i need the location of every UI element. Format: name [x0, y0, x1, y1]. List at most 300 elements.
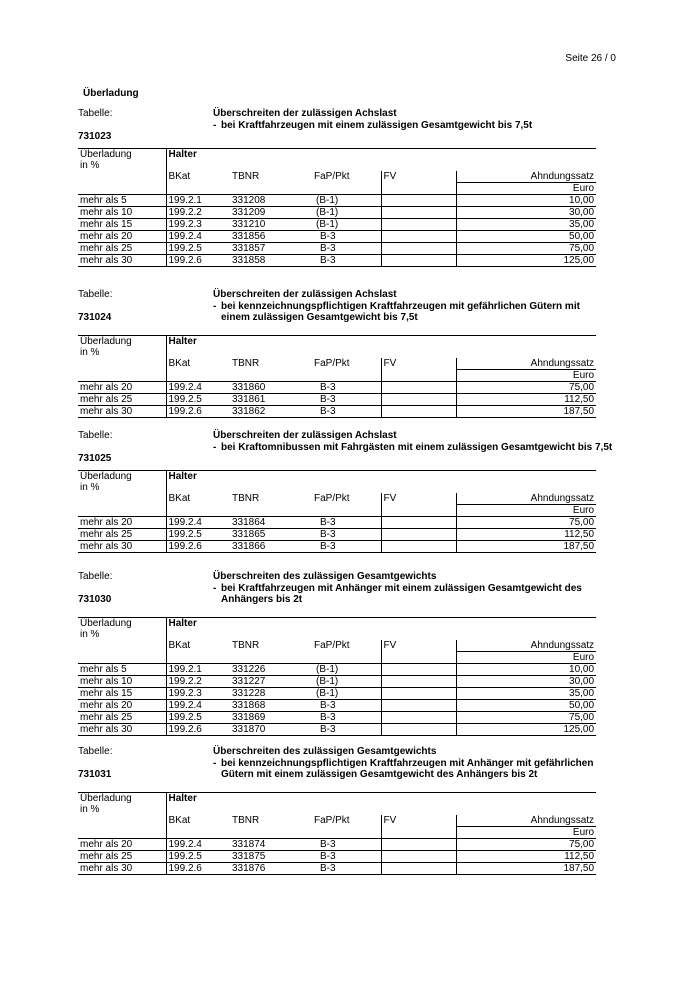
overload-range: mehr als 20	[78, 839, 166, 851]
tabelle-label: Tabelle:	[78, 289, 113, 300]
table-row	[78, 664, 596, 676]
fine-table	[78, 470, 596, 553]
empty-cell	[312, 505, 381, 517]
empty-cell	[78, 827, 166, 839]
tbnr-value: 331858	[230, 255, 312, 267]
bkat-header: BKat	[168, 815, 191, 826]
fv-value	[381, 839, 456, 851]
amount-value: 50,00	[456, 700, 596, 712]
tbnr-header: TBNR	[232, 358, 260, 369]
empty-cell	[166, 183, 230, 195]
table-column-row	[78, 493, 596, 505]
table-row	[78, 529, 596, 541]
fv-value	[381, 517, 456, 529]
empty-cell	[312, 652, 381, 664]
table-code: 731031	[78, 769, 112, 780]
fv-value	[381, 219, 456, 231]
amount-value: 112,50	[456, 851, 596, 863]
fv-value	[381, 406, 456, 418]
subtitle-text: Gütern mit einem zulässigen Gesamtgewicht des Anhängers bis 2t	[221, 769, 538, 780]
table-column-row	[78, 358, 596, 370]
halter-header: Halter	[166, 149, 596, 172]
table-code: 731023	[78, 131, 112, 142]
fap-value: (B-1)	[312, 207, 381, 219]
fap-value: B-3	[312, 529, 381, 541]
empty-cell	[312, 183, 381, 195]
ahndungssatz-header: Ahndungssatz	[456, 640, 596, 652]
section-meta	[78, 289, 596, 335]
currency-label: Euro	[456, 652, 596, 664]
table-row	[78, 839, 596, 851]
fap-value: (B-1)	[312, 219, 381, 231]
fine-table-section	[78, 289, 596, 418]
table-row	[78, 382, 596, 394]
currency-label: Euro	[456, 370, 596, 382]
table-header-row	[78, 793, 596, 816]
table-row	[78, 724, 596, 736]
overload-header	[78, 336, 166, 359]
dash-bullet: -	[213, 300, 217, 312]
table-subtitle-line	[213, 301, 580, 313]
table-description	[213, 289, 580, 324]
fap-value: B-3	[312, 394, 381, 406]
empty-cell	[230, 652, 312, 664]
fv-value	[381, 688, 456, 700]
overload-header	[78, 793, 166, 816]
table-unit-row	[78, 827, 596, 839]
subtitle-text: bei Kraftfahrzeugen mit Anhänger mit einem zulässigen Gesamtgewicht des	[221, 582, 582, 594]
table-title: Überschreiten der zulässigen Achslast	[213, 289, 397, 300]
empty-cell	[78, 183, 166, 195]
table-row	[78, 255, 596, 267]
fap-value: (B-1)	[312, 664, 381, 676]
empty-cell	[78, 493, 166, 505]
table-row	[78, 517, 596, 529]
bkat-header: BKat	[168, 358, 191, 369]
table-code: 731030	[78, 594, 112, 605]
bkat-value: 199.2.4	[166, 517, 230, 529]
tbnr-value: 331860	[230, 382, 312, 394]
tbnr-header: TBNR	[232, 171, 260, 182]
overload-header	[78, 618, 166, 641]
dash-bullet: -	[213, 757, 217, 769]
overload-header-line1: Überladung	[80, 618, 132, 629]
dash-bullet: -	[213, 119, 217, 131]
empty-cell	[230, 827, 312, 839]
tabelle-label: Tabelle:	[78, 108, 113, 119]
subtitle-text: Anhängers bis 2t	[221, 594, 303, 605]
table-row	[78, 541, 596, 553]
ahndungssatz-header: Ahndungssatz	[456, 358, 596, 370]
bkat-value: 199.2.4	[166, 700, 230, 712]
table-title: Überschreiten der zulässigen Achslast	[213, 430, 397, 441]
currency-label: Euro	[456, 505, 596, 517]
fine-table	[78, 792, 596, 875]
overload-range: mehr als 10	[78, 207, 166, 219]
amount-value: 112,50	[456, 394, 596, 406]
tbnr-value: 331866	[230, 541, 312, 553]
fv-value	[381, 851, 456, 863]
tabelle-label: Tabelle:	[78, 430, 113, 441]
table-subtitle-line	[213, 583, 582, 595]
bkat-value: 199.2.2	[166, 676, 230, 688]
fap-header: FaP/Pkt	[314, 640, 350, 651]
empty-cell	[230, 183, 312, 195]
amount-value: 35,00	[456, 219, 596, 231]
table-row	[78, 700, 596, 712]
overload-range: mehr als 10	[78, 676, 166, 688]
overload-range: mehr als 30	[78, 541, 166, 553]
section-meta	[78, 746, 596, 792]
bkat-value: 199.2.6	[166, 255, 230, 267]
fv-value	[381, 394, 456, 406]
amount-value: 50,00	[456, 231, 596, 243]
tbnr-value: 331864	[230, 517, 312, 529]
halter-header: Halter	[166, 336, 596, 359]
amount-value: 35,00	[456, 688, 596, 700]
overload-range: mehr als 20	[78, 700, 166, 712]
tbnr-value: 331870	[230, 724, 312, 736]
table-row	[78, 688, 596, 700]
tbnr-value: 331227	[230, 676, 312, 688]
fine-table-section	[78, 746, 596, 875]
overload-range: mehr als 20	[78, 517, 166, 529]
fv-value	[381, 529, 456, 541]
overload-range: mehr als 30	[78, 255, 166, 267]
page-title: Überladung	[83, 88, 139, 99]
dash-bullet: -	[213, 582, 217, 594]
fv-header: FV	[381, 493, 456, 505]
fv-value	[381, 195, 456, 207]
fv-value	[381, 724, 456, 736]
fap-value: B-3	[312, 839, 381, 851]
table-row	[78, 676, 596, 688]
fv-value	[381, 863, 456, 875]
fap-value: B-3	[312, 712, 381, 724]
table-header-row	[78, 336, 596, 359]
ahndungssatz-header: Ahndungssatz	[456, 815, 596, 827]
empty-cell	[312, 827, 381, 839]
overload-header-line1: Überladung	[80, 471, 132, 482]
tbnr-value: 331228	[230, 688, 312, 700]
overload-range: mehr als 20	[78, 231, 166, 243]
fine-table-section	[78, 108, 596, 267]
bkat-value: 199.2.5	[166, 851, 230, 863]
amount-value: 187,50	[456, 541, 596, 553]
table-row	[78, 195, 596, 207]
tbnr-value: 331226	[230, 664, 312, 676]
bkat-value: 199.2.4	[166, 839, 230, 851]
table-subtitle-line	[213, 312, 580, 324]
fap-value: (B-1)	[312, 676, 381, 688]
table-row	[78, 219, 596, 231]
overload-range: mehr als 15	[78, 688, 166, 700]
empty-cell	[230, 370, 312, 382]
amount-value: 30,00	[456, 207, 596, 219]
table-column-row	[78, 815, 596, 827]
fv-value	[381, 382, 456, 394]
fap-value: B-3	[312, 406, 381, 418]
fine-table	[78, 617, 596, 736]
bkat-value: 199.2.5	[166, 394, 230, 406]
table-unit-row	[78, 183, 596, 195]
tbnr-header: TBNR	[232, 493, 260, 504]
bkat-value: 199.2.5	[166, 712, 230, 724]
tbnr-value: 331869	[230, 712, 312, 724]
overload-header-line2: in %	[80, 160, 100, 171]
subtitle-text: bei kennzeichnungspflichtigen Kraftfahrzeugen mit gefährlichen Gütern mit	[221, 300, 580, 312]
table-subtitle-line	[213, 594, 582, 606]
fine-table-section	[78, 571, 596, 736]
empty-cell	[381, 505, 456, 517]
currency-label: Euro	[456, 827, 596, 839]
fap-value: B-3	[312, 863, 381, 875]
bkat-value: 199.2.3	[166, 219, 230, 231]
tbnr-value: 331861	[230, 394, 312, 406]
table-unit-row	[78, 370, 596, 382]
table-row	[78, 243, 596, 255]
table-title: Überschreiten des zulässigen Gesamtgewichts	[213, 571, 437, 582]
table-subtitle-line	[213, 769, 593, 781]
overload-range: mehr als 15	[78, 219, 166, 231]
ahndungssatz-header: Ahndungssatz	[456, 493, 596, 505]
table-row	[78, 712, 596, 724]
overload-range: mehr als 25	[78, 243, 166, 255]
empty-cell	[381, 370, 456, 382]
amount-value: 75,00	[456, 839, 596, 851]
bkat-header: BKat	[168, 640, 191, 651]
overload-range: mehr als 30	[78, 406, 166, 418]
overload-header-line1: Überladung	[80, 793, 132, 804]
amount-value: 125,00	[456, 724, 596, 736]
fap-header: FaP/Pkt	[314, 493, 350, 504]
amount-value: 125,00	[456, 255, 596, 267]
table-row	[78, 394, 596, 406]
currency-label: Euro	[456, 183, 596, 195]
ahndungssatz-header: Ahndungssatz	[456, 171, 596, 183]
amount-value: 10,00	[456, 664, 596, 676]
bkat-value: 199.2.3	[166, 688, 230, 700]
table-header-row	[78, 149, 596, 172]
fap-value: B-3	[312, 382, 381, 394]
overload-header-line2: in %	[80, 482, 100, 493]
empty-cell	[78, 815, 166, 827]
fap-value: B-3	[312, 851, 381, 863]
bkat-value: 199.2.5	[166, 243, 230, 255]
empty-cell	[312, 370, 381, 382]
tabelle-label: Tabelle:	[78, 746, 113, 757]
table-subtitle-line	[213, 442, 612, 454]
overload-range: mehr als 25	[78, 529, 166, 541]
table-row	[78, 851, 596, 863]
subtitle-text: bei Kraftfahrzeugen mit einem zulässigen Gesamtgewicht bis 7,5t	[221, 119, 533, 131]
overload-range: mehr als 5	[78, 664, 166, 676]
overload-range: mehr als 30	[78, 724, 166, 736]
table-code: 731024	[78, 312, 112, 323]
tbnr-value: 331210	[230, 219, 312, 231]
fv-value	[381, 255, 456, 267]
halter-header: Halter	[166, 471, 596, 494]
section-meta	[78, 571, 596, 617]
fv-header: FV	[381, 640, 456, 652]
fap-header: FaP/Pkt	[314, 815, 350, 826]
tbnr-value: 331856	[230, 231, 312, 243]
bkat-value: 199.2.4	[166, 231, 230, 243]
overload-header-line1: Überladung	[80, 149, 132, 160]
fap-value: B-3	[312, 724, 381, 736]
bkat-value: 199.2.6	[166, 541, 230, 553]
page-number: Seite 26 / 0	[565, 53, 616, 64]
amount-value: 30,00	[456, 676, 596, 688]
fv-header: FV	[381, 171, 456, 183]
fv-value	[381, 700, 456, 712]
amount-value: 75,00	[456, 712, 596, 724]
amount-value: 75,00	[456, 243, 596, 255]
table-column-row	[78, 640, 596, 652]
fv-value	[381, 712, 456, 724]
fine-table-section	[78, 430, 613, 553]
bkat-value: 199.2.4	[166, 382, 230, 394]
fap-value: B-3	[312, 541, 381, 553]
bkat-header: BKat	[168, 493, 191, 504]
fv-value	[381, 676, 456, 688]
table-unit-row	[78, 505, 596, 517]
bkat-value: 199.2.1	[166, 195, 230, 207]
tbnr-value: 331857	[230, 243, 312, 255]
fap-value: (B-1)	[312, 688, 381, 700]
empty-cell	[78, 171, 166, 183]
table-description	[213, 746, 593, 781]
empty-cell	[78, 652, 166, 664]
empty-cell	[166, 370, 230, 382]
fv-header: FV	[381, 358, 456, 370]
amount-value: 187,50	[456, 406, 596, 418]
bkat-value: 199.2.6	[166, 724, 230, 736]
tbnr-value: 331876	[230, 863, 312, 875]
subtitle-text: einem zulässigen Gesamtgewicht bis 7,5t	[221, 312, 418, 323]
halter-header: Halter	[166, 793, 596, 816]
section-meta	[78, 430, 613, 470]
fv-value	[381, 541, 456, 553]
table-row	[78, 207, 596, 219]
tbnr-value: 331208	[230, 195, 312, 207]
tbnr-value: 331868	[230, 700, 312, 712]
empty-cell	[166, 505, 230, 517]
table-subtitle-line	[213, 120, 532, 132]
empty-cell	[166, 652, 230, 664]
tbnr-header: TBNR	[232, 640, 260, 651]
fap-value: (B-1)	[312, 195, 381, 207]
fv-value	[381, 664, 456, 676]
overload-header-line2: in %	[80, 347, 100, 358]
fap-value: B-3	[312, 255, 381, 267]
overload-header-line2: in %	[80, 629, 100, 640]
tbnr-value: 331874	[230, 839, 312, 851]
overload-range: mehr als 5	[78, 195, 166, 207]
overload-range: mehr als 25	[78, 851, 166, 863]
bkat-value: 199.2.2	[166, 207, 230, 219]
table-description	[213, 108, 532, 131]
table-code: 731025	[78, 453, 112, 464]
halter-header: Halter	[166, 618, 596, 641]
tbnr-header: TBNR	[232, 815, 260, 826]
subtitle-text: bei Kraftomnibussen mit Fahrgästen mit einem zulässigen Gesamtgewicht bis 7,5t	[221, 441, 613, 453]
table-column-row	[78, 171, 596, 183]
table-header-row	[78, 471, 596, 494]
overload-header-line2: in %	[80, 804, 100, 815]
fap-value: B-3	[312, 231, 381, 243]
table-title: Überschreiten der zulässigen Achslast	[213, 108, 397, 119]
empty-cell	[230, 505, 312, 517]
empty-cell	[78, 370, 166, 382]
dash-bullet: -	[213, 441, 217, 453]
empty-cell	[381, 183, 456, 195]
fine-table	[78, 335, 596, 418]
fap-header: FaP/Pkt	[314, 358, 350, 369]
subtitle-text: bei kennzeichnungspflichtigen Kraftfahrzeugen mit Anhänger mit gefährlichen	[221, 757, 594, 769]
table-title: Überschreiten des zulässigen Gesamtgewichts	[213, 746, 437, 757]
overload-range: mehr als 20	[78, 382, 166, 394]
amount-value: 187,50	[456, 863, 596, 875]
overload-header-line1: Überladung	[80, 336, 132, 347]
amount-value: 75,00	[456, 382, 596, 394]
table-description	[213, 571, 582, 606]
section-meta	[78, 108, 596, 148]
tabelle-label: Tabelle:	[78, 571, 113, 582]
tbnr-value: 331865	[230, 529, 312, 541]
fv-value	[381, 231, 456, 243]
overload-range: mehr als 25	[78, 712, 166, 724]
amount-value: 10,00	[456, 195, 596, 207]
amount-value: 112,50	[456, 529, 596, 541]
tbnr-value: 331209	[230, 207, 312, 219]
empty-cell	[78, 358, 166, 370]
overload-header	[78, 471, 166, 494]
bkat-value: 199.2.5	[166, 529, 230, 541]
amount-value: 75,00	[456, 517, 596, 529]
fv-value	[381, 243, 456, 255]
overload-range: mehr als 30	[78, 863, 166, 875]
empty-cell	[381, 652, 456, 664]
overload-header	[78, 149, 166, 172]
fv-header: FV	[381, 815, 456, 827]
empty-cell	[381, 827, 456, 839]
empty-cell	[166, 827, 230, 839]
table-row	[78, 863, 596, 875]
bkat-value: 199.2.6	[166, 406, 230, 418]
fap-value: B-3	[312, 243, 381, 255]
empty-cell	[78, 505, 166, 517]
table-row	[78, 231, 596, 243]
table-row	[78, 406, 596, 418]
table-description	[213, 430, 612, 453]
bkat-header: BKat	[168, 171, 191, 182]
tbnr-value: 331875	[230, 851, 312, 863]
empty-cell	[78, 640, 166, 652]
fap-header: FaP/Pkt	[314, 171, 350, 182]
fap-value: B-3	[312, 700, 381, 712]
table-header-row	[78, 618, 596, 641]
fap-value: B-3	[312, 517, 381, 529]
tbnr-value: 331862	[230, 406, 312, 418]
overload-range: mehr als 25	[78, 394, 166, 406]
bkat-value: 199.2.6	[166, 863, 230, 875]
table-subtitle-line	[213, 758, 593, 770]
table-unit-row	[78, 652, 596, 664]
fine-table	[78, 148, 596, 267]
fv-value	[381, 207, 456, 219]
bkat-value: 199.2.1	[166, 664, 230, 676]
